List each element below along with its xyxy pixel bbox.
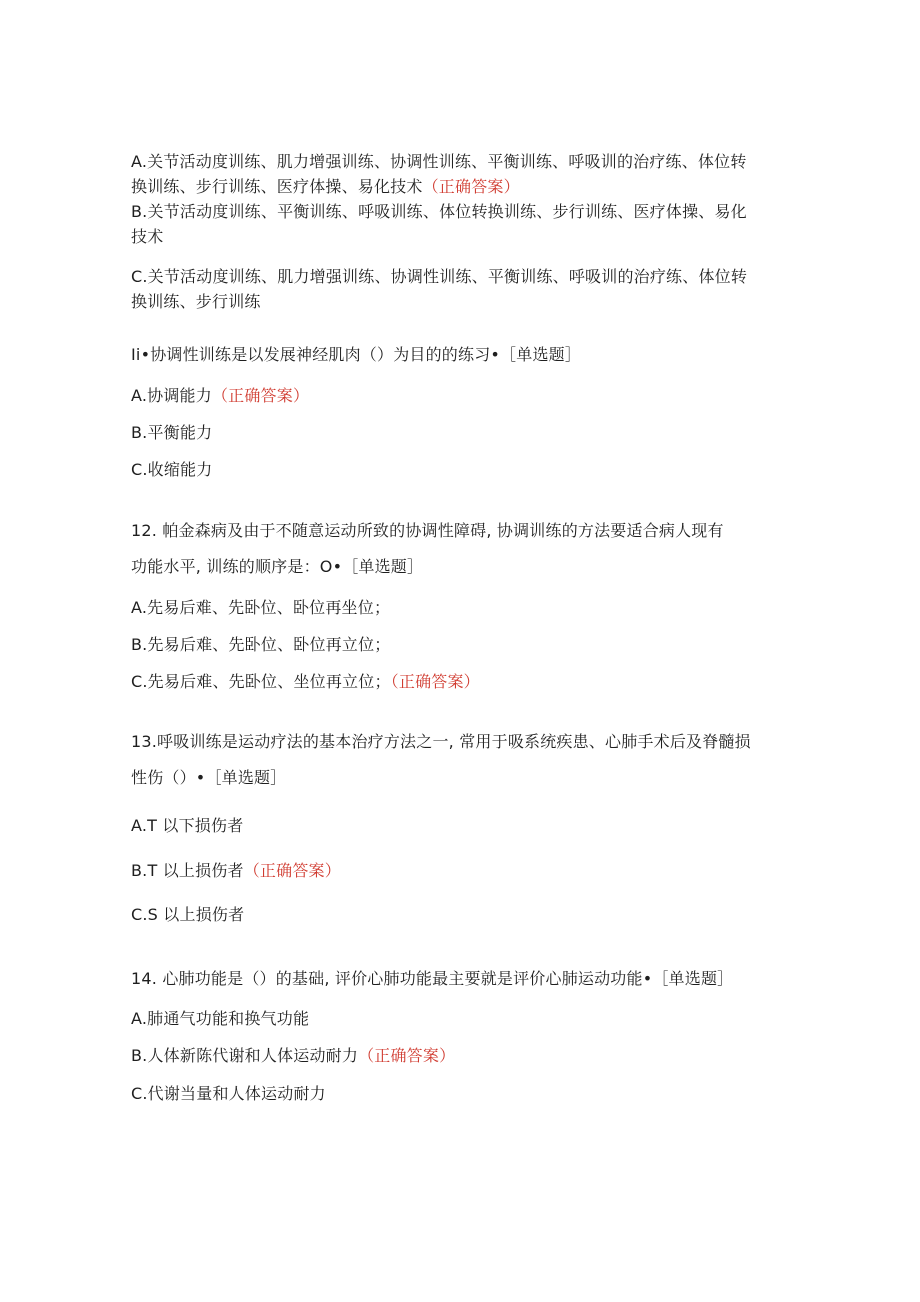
q12-stem-line2: 功能水平, 训练的顺序是：O•［单选题］	[131, 557, 424, 576]
q14-option-b	[131, 1046, 455, 1066]
q13-option-b	[131, 861, 341, 881]
correct-answer-mark: （正确答案）	[390, 672, 480, 691]
q12-option-c-text: C.先易后难、先卧位、坐位再立位；	[131, 672, 391, 691]
q12-stem-line1: 12. 帕金森病及由于不随意运动所致的协调性障碍, 协调训练的方法要适合病人现有	[131, 521, 724, 540]
q11-option-a	[131, 386, 309, 406]
q10-option-c-line2: 换训练、步行训练	[131, 292, 261, 311]
q13-option-a: A.T 以下损伤者	[131, 816, 244, 835]
q10-option-a-line2	[131, 177, 520, 197]
q10-option-b-line2: 技术	[131, 227, 164, 246]
q13-option-c: C.S 以上损伤者	[131, 905, 245, 924]
q11-option-b: B.平衡能力	[131, 423, 213, 442]
q12-option-c	[131, 672, 480, 692]
q14-option-c: C.代谢当量和人体运动耐力	[131, 1084, 326, 1103]
q14-stem: 14. 心肺功能是（）的基础, 评价心肺功能最主要就是评价心肺运动功能•［单选题］	[131, 969, 734, 988]
q13-option-b-text: B.T 以上损伤者	[131, 861, 244, 880]
correct-answer-mark: （正确答案）	[243, 861, 341, 880]
q13-stem-line2: 性伤（）•［单选题］	[131, 768, 287, 787]
q14-option-b-text: B.人体新陈代谢和人体运动耐力	[131, 1046, 359, 1065]
q10-option-c-line1: C.关节活动度训练、肌力增强训练、协调性训练、平衡训练、呼吸训的治疗练、体位转	[131, 267, 748, 286]
q10-option-a-line1: A.关节活动度训练、肌力增强训练、协调性训练、平衡训练、呼吸训的治疗练、体位转	[131, 152, 747, 171]
q13-stem-line1: 13.呼吸训练是运动疗法的基本治疗方法之一, 常用于吸系统疾患、心肺手术后及脊髓损	[131, 732, 751, 751]
correct-answer-mark: （正确答案）	[422, 177, 520, 196]
q10-option-a-text: 换训练、步行训练、医疗体操、易化技术	[131, 177, 423, 196]
q12-option-a: A.先易后难、先卧位、卧位再坐位；	[131, 598, 391, 617]
q11-option-c: C.收缩能力	[131, 460, 213, 479]
correct-answer-mark: （正确答案）	[211, 386, 310, 405]
q14-option-a: A.肺通气功能和换气功能	[131, 1009, 310, 1028]
q12-option-b: B.先易后难、先卧位、卧位再立位；	[131, 635, 391, 654]
correct-answer-mark: （正确答案）	[358, 1046, 456, 1065]
q11-option-a-text: A.协调能力	[131, 386, 212, 405]
q10-option-b-line1: B.关节活动度训练、平衡训练、呼吸训练、体位转换训练、步行训练、医疗体操、易化	[131, 202, 747, 221]
q11-stem: Ii•协调性训练是以发展神经肌肉（）为目的的练习•［单选题］	[131, 345, 582, 364]
